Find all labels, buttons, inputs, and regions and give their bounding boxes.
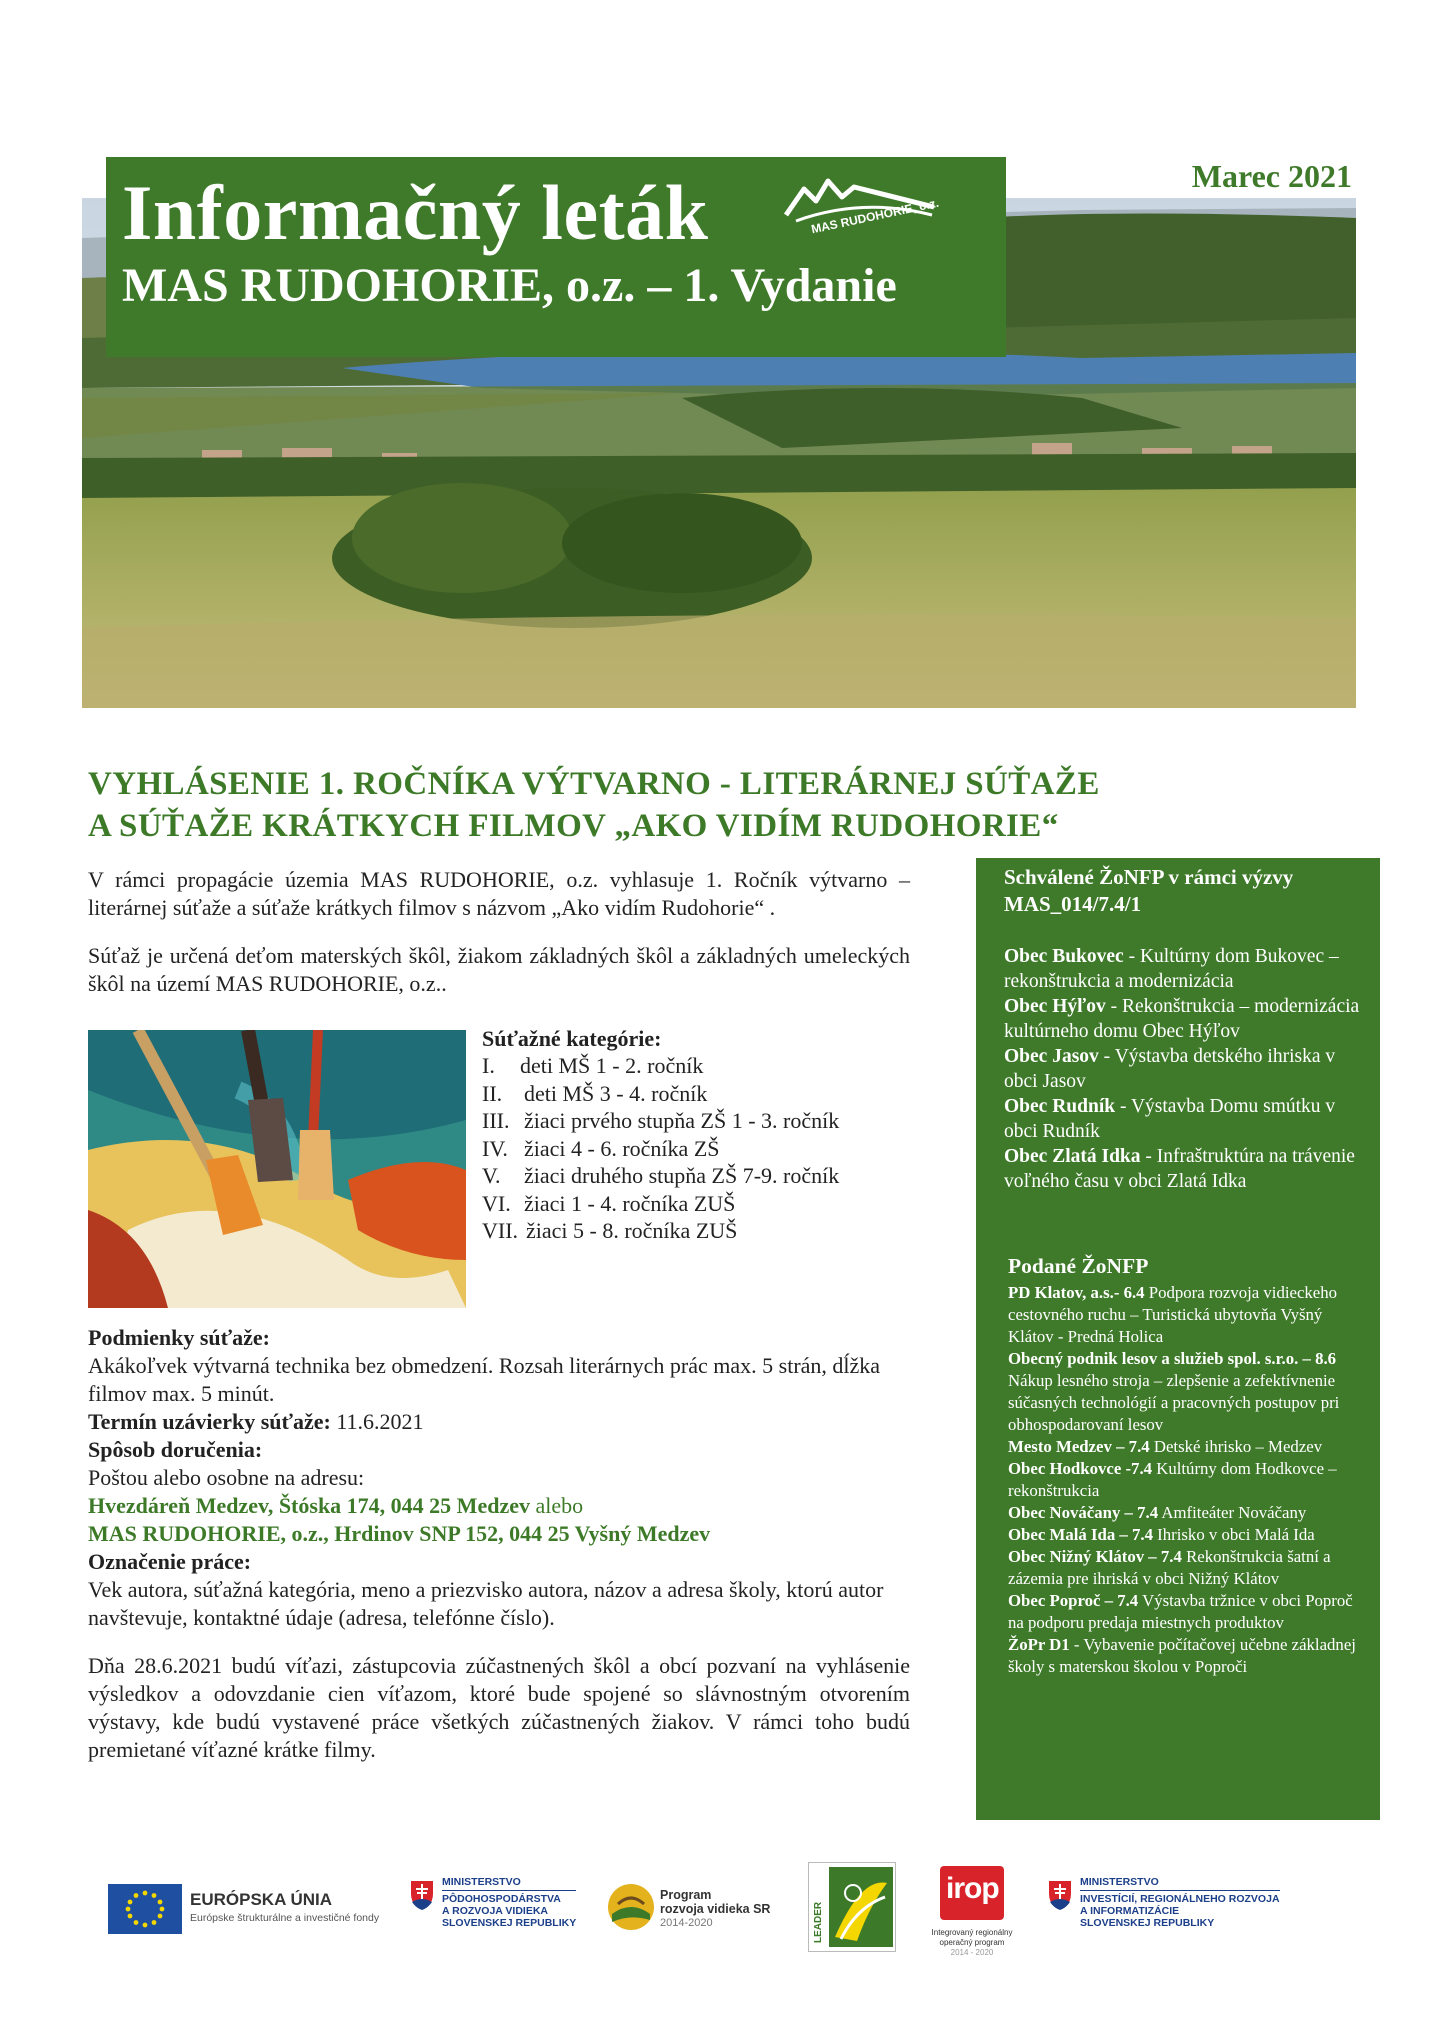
list-item: VI. žiaci 1 - 4. ročníka ZUŠ: [482, 1190, 736, 1216]
list-item: Obec Nováčany – 7.4 Amfiteáter Nováčany: [1008, 1503, 1307, 1522]
logo-text: MAS RUDOHORIE, o.z.: [809, 195, 941, 237]
categories-title: Súťažné kategórie:: [482, 1026, 662, 1051]
slovak-coat-of-arms-2-icon: [1046, 1878, 1074, 1917]
list-item: Obec Poproč – 7.4 Výstavba tržnice v obci Poproč na podporu predaja miestnych produktov: [1008, 1591, 1353, 1632]
eu-subtitle: Európske štrukturálne a investičné fondy: [190, 1912, 380, 1924]
intro-paragraph-2: Súťaž je určená deťom materských škôl, žiakom základných škôl a základných umeleckých škôl na území MAS RUDOHORIE, o.z..: [88, 943, 910, 996]
list-item: Obec Jasov - Výstavba detského ihriska v obci Jasov: [1004, 1046, 1336, 1092]
irop-logo: irop: [940, 1866, 1004, 1920]
submitted-projects-list: [1008, 1282, 1368, 1678]
list-item: Obecný podnik lesov a služieb spol. s.r.o. – 8.6 Nákup lesného stroja – zlepšenie a zefektívnenie súčasných technológií a pracovných postupov pri obhospodarovaní lesov: [1008, 1349, 1340, 1434]
conditions-text: Akákoľvek výtvarná technika bez obmedzení. Rozsah literárnych prác max. 5 strán, dĺžka filmov max. 5 minút.: [88, 1353, 881, 1406]
eu-title: EURÓPSKA ÚNIA: [190, 1890, 332, 1909]
list-item: ŽoPr D1 - Vybavenie počítačovej učebne základnej školy s materskou školou v Poproči: [1008, 1635, 1356, 1676]
ministry-investments-logo: MINISTERSTVO INVESTÍCIÍ, REGIONÁLNEHO ROZVOJA A INFORMATIZÁCIE SLOVENSKEJ REPUBLIKY: [1080, 1876, 1280, 1929]
address-2: MAS RUDOHORIE, o.z., Hrdinov SNP 152, 044 25 Vyšný Medzev: [88, 1521, 711, 1546]
page-subtitle: MAS RUDOHORIE, o.z. – 1. Vydanie: [122, 259, 897, 312]
list-item: Obec Bukovec - Kultúrny dom Bukovec – rekonštrukcia a modernizácia: [1004, 946, 1339, 992]
deadline: Termín uzávierky súťaže: 11.6.2021: [88, 1409, 424, 1434]
list-item: III. žiaci prvého stupňa ZŠ 1 - 3. ročník: [482, 1108, 840, 1133]
eu-flag-icon: [108, 1884, 182, 1934]
address-1: Hvezdáreň Medzev, Štóska 174, 044 25 Medzev alebo: [88, 1493, 584, 1518]
submitted-projects-title: Podané ŽoNFP: [1008, 1254, 1149, 1278]
program-rozvoja-vidieka-text: Program rozvoja vidieka SR 2014-2020: [660, 1888, 771, 1929]
conditions-block: [88, 1324, 910, 1632]
issue-date: Marec 2021: [1191, 158, 1352, 194]
list-item: Mesto Medzev – 7.4 Detské ihrisko – Medzev: [1008, 1437, 1323, 1456]
footer-logos: [104, 1848, 1338, 1958]
page-title: Informačný leták: [122, 169, 709, 256]
intro-paragraph-1: V rámci propagácie územia MAS RUDOHORIE, o.z. vyhlasuje 1. Ročník výtvarno – literárnej súťaže a súťaže krátkych filmov s názvom „Ako vidím Rudohorie“ .: [88, 867, 910, 920]
list-item: Obec Hýľov - Rekonštrukcia – modernizácia kultúrneho domu Obec Hýľov: [1004, 996, 1360, 1042]
list-item: IV. žiaci 4 - 6. ročníka ZŠ: [482, 1135, 720, 1161]
ministry-agriculture-logo: MINISTERSTVO PÔDOHOSPODÁRSTVA A ROZVOJA VIDIEKA SLOVENSKEJ REPUBLIKY: [442, 1876, 577, 1929]
leader-logo: LEADER: [808, 1862, 896, 1952]
program-rozvoja-vidieka-icon: [608, 1884, 654, 1930]
list-item: Obec Malá Ida – 7.4 Ihrisko v obci Malá Ida: [1008, 1525, 1315, 1544]
mas-rudohorie-logo: [782, 163, 942, 243]
paintbrushes-photo: [88, 1030, 466, 1308]
categories-list: [482, 1052, 839, 1245]
approved-projects-title: Schválené ŽoNFP v rámci výzvy MAS_014/7.4/1: [1004, 865, 1294, 916]
list-item: PD Klatov, a.s.- 6.4 Podpora rozvoja vidieckeho cestovného ruchu – Turistická ubytovňa Vyšný Klátov - Predná Holica: [1008, 1283, 1338, 1346]
headline-line1: VYHLÁSENIE 1. ROČNÍKA VÝTVARNO - LITERÁRNEJ SÚŤAŽE: [88, 766, 1100, 802]
delivery-text: Poštou alebo osobne na adresu:: [88, 1465, 365, 1490]
headline-line2: A SÚŤAŽE KRÁTKYCH FILMOV „AKO VIDÍM RUDOHORIE“: [88, 808, 1059, 844]
list-item: I. deti MŠ 1 - 2. ročník: [482, 1053, 704, 1078]
list-item: V. žiaci druhého stupňa ZŠ 7-9. ročník: [482, 1163, 840, 1188]
marking-text: Vek autora, súťažná kategória, meno a priezvisko autora, názov a adresa školy, ktorú autor navštevuje, kontaktné údaje (adresa, telefónne číslo).: [88, 1577, 884, 1630]
list-item: VII. žiaci 5 - 8. ročníka ZUŠ: [482, 1218, 738, 1243]
list-item: II. deti MŠ 3 - 4. ročník: [482, 1080, 708, 1106]
list-item: Obec Hodkovce -7.4 Kultúrny dom Hodkovce – rekonštrukcia: [1008, 1459, 1337, 1500]
approved-projects-list: [1004, 944, 1364, 1194]
conditions-title: Podmienky súťaže:: [88, 1325, 270, 1350]
list-item: Obec Zlatá Idka - Infraštruktúra na trávenie voľného času v obci Zlatá Idka: [1004, 1146, 1355, 1192]
closing-paragraph: Dňa 28.6.2021 budú víťazi, zástupcovia zúčastnených škôl a obcí pozvaní na vyhlásenie výsledkov a odovzdanie cien víťazom, ktoré bude spojené so slávnostným otvorením výstavy, kde budú vystavené práce všetkých zúčastnených žiakov. V rámci toho budú premietané víťazné krátke filmy.: [88, 1653, 910, 1762]
list-item: Obec Rudník - Výstavba Domu smútku v obci Rudník: [1004, 1096, 1336, 1142]
slovak-coat-of-arms-icon: [408, 1878, 436, 1917]
delivery-title: Spôsob doručenia:: [88, 1437, 263, 1462]
marking-title: Označenie práce:: [88, 1549, 252, 1574]
irop-subtitle: Integrovaný regionálny operačný program 2014 - 2020: [931, 1928, 1013, 1957]
list-item: Obec Nižný Klátov – 7.4 Rekonštrukcia šatní a zázemia pre ihriská v obci Nižný Klátov: [1008, 1547, 1331, 1588]
